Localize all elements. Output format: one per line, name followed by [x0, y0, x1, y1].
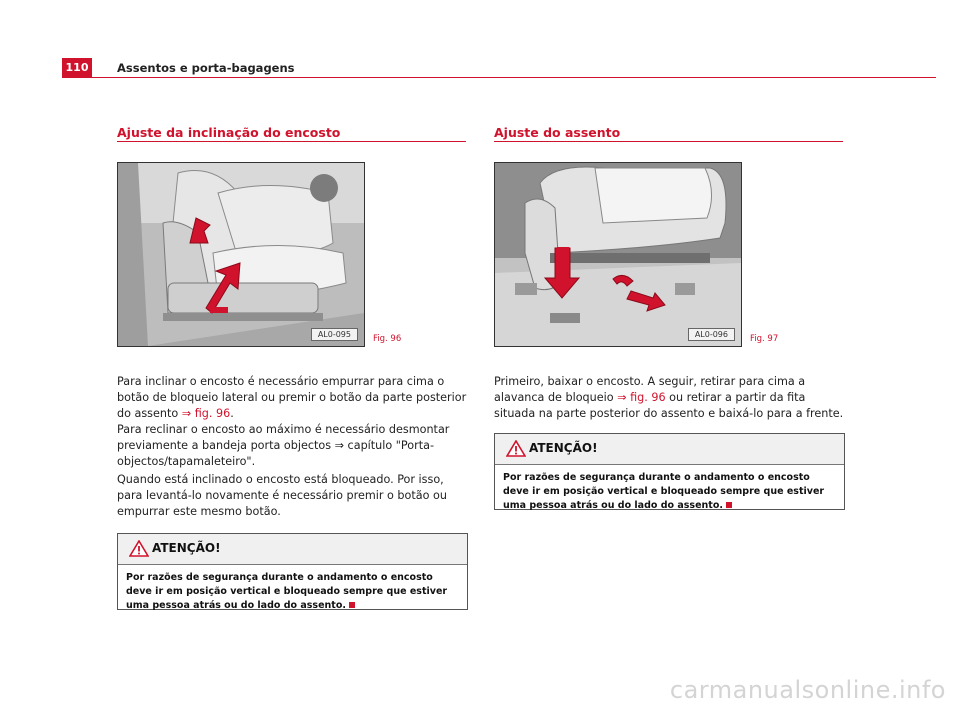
- section-title-backrest: Ajuste da inclinação do encosto: [117, 125, 341, 140]
- figure-label-96: Fig. 96: [373, 334, 402, 344]
- warning-triangle-icon: [506, 440, 526, 457]
- warning-header: [118, 534, 467, 565]
- watermark: carmanualsonline.info: [669, 676, 946, 704]
- fig-96-link[interactable]: ⇒ fig. 96: [181, 407, 231, 420]
- warning-text: Por razões de segurança durante o andamento o encosto deve ir em posição vertical e bloqueado sempre que estiver uma pessoa atrás ou do lado do assento.: [126, 572, 448, 611]
- section-title-seat: Ajuste do assento: [494, 125, 621, 140]
- paragraph-max-recline: Para reclinar o encosto ao máximo é necessário desmontar previamente a bandeja porta objectos ⇒ capítulo "Porta-objectos/tapamaleteiro".: [117, 423, 450, 468]
- figure-label-97: Fig. 97: [750, 334, 779, 344]
- page-number: 110: [62, 58, 92, 77]
- end-marker-icon: [349, 602, 355, 608]
- warning-box-right: [494, 433, 845, 510]
- figure-code-96: AL0-096: [688, 328, 735, 341]
- seat-recline-illustration: [118, 163, 364, 346]
- chapter-title: Assentos e porta-bagagens: [117, 61, 295, 75]
- warning-box-left: [117, 533, 468, 610]
- warning-title: ATENÇÃO!: [152, 541, 221, 555]
- figure-code-95: AL0-095: [311, 328, 358, 341]
- paragraph-seat-instructions: Primeiro, baixar o encosto. A seguir, retirar para cima a alavanca de bloqueio ⇒ fig. 96 ou retirar a partir da fita situada na parte posterior do assento e baixá-lo para a frente.: [494, 375, 844, 420]
- warning-title-right: ATENÇÃO!: [529, 441, 598, 455]
- warning-text-right: Por razões de segurança durante o andamento o encosto deve ir em posição vertical e bloqueado sempre que estiver uma pessoa atrás ou do lado do assento.: [503, 472, 825, 511]
- section-divider-left: [117, 141, 466, 142]
- seat-fold-illustration: [495, 163, 741, 346]
- paragraph-locked-backrest: Quando está inclinado o encosto está bloqueado. Por isso, para levantá-lo novamente é necessário premir o botão ou empurrar este mesmo botão.: [117, 473, 447, 518]
- figure-96-backrest-illustration: [117, 162, 365, 347]
- figure-97-seat-illustration: [494, 162, 742, 347]
- fig-96-link-right[interactable]: ⇒ fig. 96: [617, 391, 666, 404]
- header-divider: [62, 77, 936, 78]
- end-marker-icon: [726, 502, 732, 508]
- paragraph-recline-instructions: Para inclinar o encosto é necessário empurrar para cima o botão de bloqueio lateral ou premir o botão da parte posterior do assento ⇒ fig. 96.: [117, 375, 467, 420]
- warning-triangle-icon: [129, 540, 149, 557]
- warning-header-right: [495, 434, 844, 465]
- section-divider-right: [494, 141, 843, 142]
